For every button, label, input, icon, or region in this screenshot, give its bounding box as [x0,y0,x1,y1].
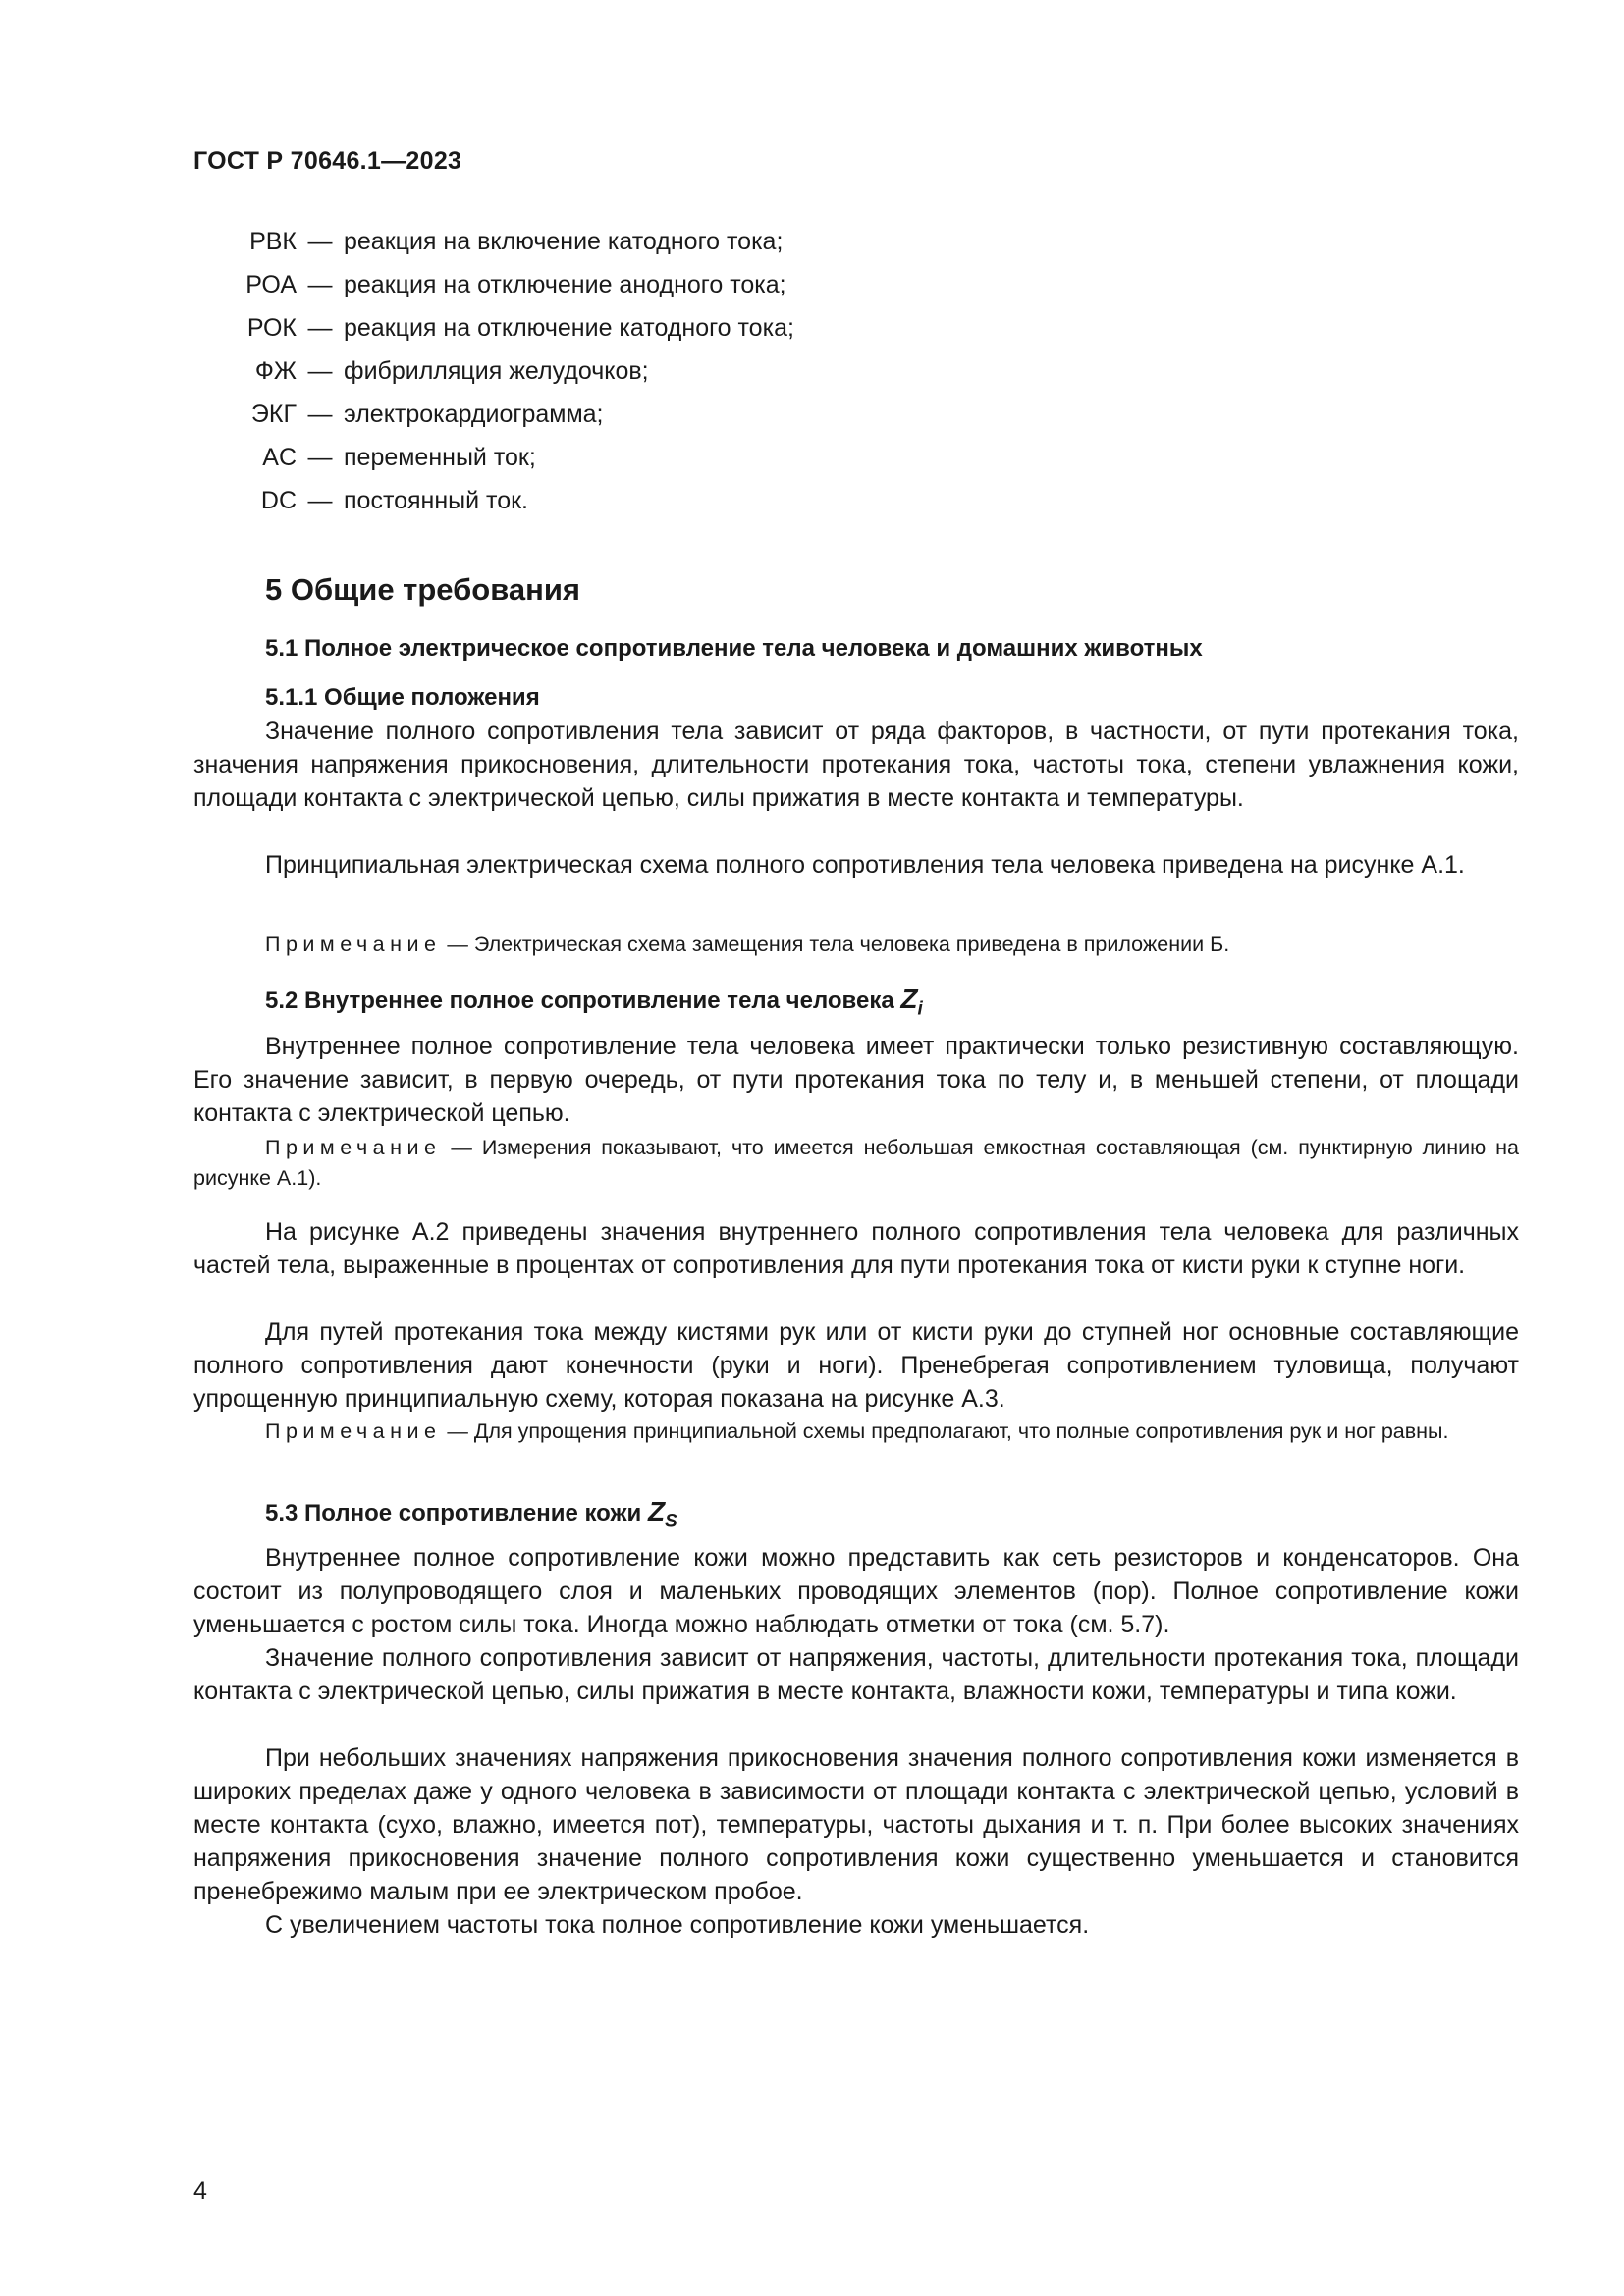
subsection-5-3-title-text: 5.3 Полное сопротивление кожи [265,1500,642,1526]
impedance-symbol [647,1496,677,1532]
paragraph-5-3-b: Значение полного сопротивления зависит от напряжения, частоты, длительности протекания тока, площади контакта с электрической цепью, силы прижатия в месте контакта, влажности кожи, температуры и типа кожи. [193,1644,1519,1705]
abbreviation-item [193,400,881,444]
subsection-5-1-title: 5.1 Полное электрическое сопротивление тела человека и домашних животных [265,635,1203,662]
symbol-letter: Z [900,984,918,1014]
subsection-5-2-title [265,984,923,1021]
abbreviation-dash: — [307,444,333,471]
note-label: Примечание [265,1419,442,1443]
abbreviation-definition: реакция на отключение анодного тока; [344,271,786,298]
note-5-2-a [193,1133,1519,1194]
abbreviation-code: РВК [249,228,297,255]
symbol-subscript: i [917,998,923,1020]
paragraph-5-3-a: Внутреннее полное сопротивление кожи можно представить как сеть резисторов и конденсаторов. Она состоит из полупроводящего слоя и маленьких проводящих элементов (пор). Полное сопротивление кожи уменьшается с ростом силы тока. Иногда можно наблюдать отметки от тока (см. 5.7). [193,1544,1519,1638]
note-label: Примечание [265,1136,442,1159]
paragraph-5-1-1-a: Значение полного сопротивления тела зависит от ряда факторов, в частности, от пути протекания тока, значения напряжения прикосновения, длительности протекания тока, частоты тока, степени увлажнения кожи, площади контакта с электрической цепью, силы прижатия в месте контакта и температуры. [193,718,1519,812]
abbreviation-code: ФЖ [254,357,297,385]
paragraph-5-2-b: На рисунке А.2 приведены значения внутреннего полного сопротивления тела человека для различных частей тела, выраженные в процентах от сопротивления для пути протекания тока от кисти руки к ступне ноги. [193,1218,1519,1279]
abbreviation-definition: реакция на включение катодного тока; [344,228,784,255]
paragraph-5-2-a: Внутреннее полное сопротивление тела человека имеет практически только резистивную составляющую. Его значение зависит, в первую очередь, от пути протекания тока по телу и, в меньшей степени, от площади контакта с электрической цепью. [193,1033,1519,1127]
abbreviation-item [193,228,881,271]
abbreviation-dash: — [307,400,333,428]
subsection-5-2-title-text: 5.2 Внутреннее полное сопротивление тела человека [265,988,894,1014]
abbreviation-dash: — [307,487,333,514]
abbreviation-definition: реакция на отключение катодного тока; [344,314,794,342]
abbreviation-definition: фибрилляция желудочков; [344,357,649,385]
abbreviation-item [193,357,881,400]
note-text: — Электрическая схема замещения тела человека приведена в приложении Б. [441,933,1230,956]
abbreviation-code: DC [260,487,297,514]
page-number: 4 [193,2177,207,2205]
note-5-1 [193,930,1519,960]
abbreviation-code: РОА [245,271,297,298]
abbreviation-definition: переменный ток; [344,444,536,471]
abbreviation-code: ЭКГ [250,400,297,428]
abbreviation-code: AC [262,444,297,471]
symbol-letter: Z [647,1496,666,1526]
abbreviation-item [193,487,881,530]
symbol-subscript: S [665,1511,677,1532]
subsection-5-3-title [265,1496,677,1533]
abbreviation-item [193,271,881,314]
impedance-symbol [900,984,923,1020]
section-title: 5 Общие требования [265,572,580,607]
paragraph-5-2-c: Для путей протекания тока между кистями рук или от кисти руки до ступней ног основные составляющие полного сопротивления дают конечности (руки и ноги). Пренебрегая сопротивлением туловища, получают упрощенную принципиальную схему, которая показана на рисунке А.3. [193,1318,1519,1413]
paragraph-5-3-d: С увеличением частоты тока полное сопротивление кожи уменьшается. [265,1911,1090,1939]
note-5-2-b [193,1416,1519,1447]
abbreviation-code: РОК [246,314,297,342]
abbreviation-item [193,444,881,487]
abbreviation-list [193,228,881,530]
note-label: Примечание [265,933,442,956]
abbreviation-item [193,314,881,357]
standard-header: ГОСТ Р 70646.1—2023 [193,147,462,175]
paragraph-5-1-1-b: Принципиальная электрическая схема полного сопротивления тела человека приведена на рисунке А.1. [265,851,1465,879]
abbreviation-dash: — [307,357,333,385]
abbreviation-dash: — [307,314,333,342]
note-text: — Для упрощения принципиальной схемы предполагают, что полные сопротивления рук и ног равны. [441,1419,1449,1443]
abbreviation-definition: электрокардиограмма; [344,400,604,428]
subsection-5-1-1-title: 5.1.1 Общие положения [265,684,540,711]
abbreviation-dash: — [307,228,333,255]
abbreviation-definition: постоянный ток. [344,487,529,514]
abbreviation-dash: — [307,271,333,298]
note-text: — Измерения показывают, что имеется небольшая емкостная составляющая (см. пунктирную линию на рисунке А.1). [193,1136,1519,1190]
paragraph-5-3-c: При небольших значениях напряжения прикосновения значения полного сопротивления кожи изменяется в широких пределах даже у одного человека в зависимости от площади контакта с электрической цепью, условий в месте контакта (сухо, влажно, имеется пот), температуры, частоты дыхания и т. п. При более высоких значениях напряжения прикосновения значение полного сопротивления кожи существенно уменьшается и становится пренебрежимо малым при ее электрическом пробое. [193,1744,1519,1905]
